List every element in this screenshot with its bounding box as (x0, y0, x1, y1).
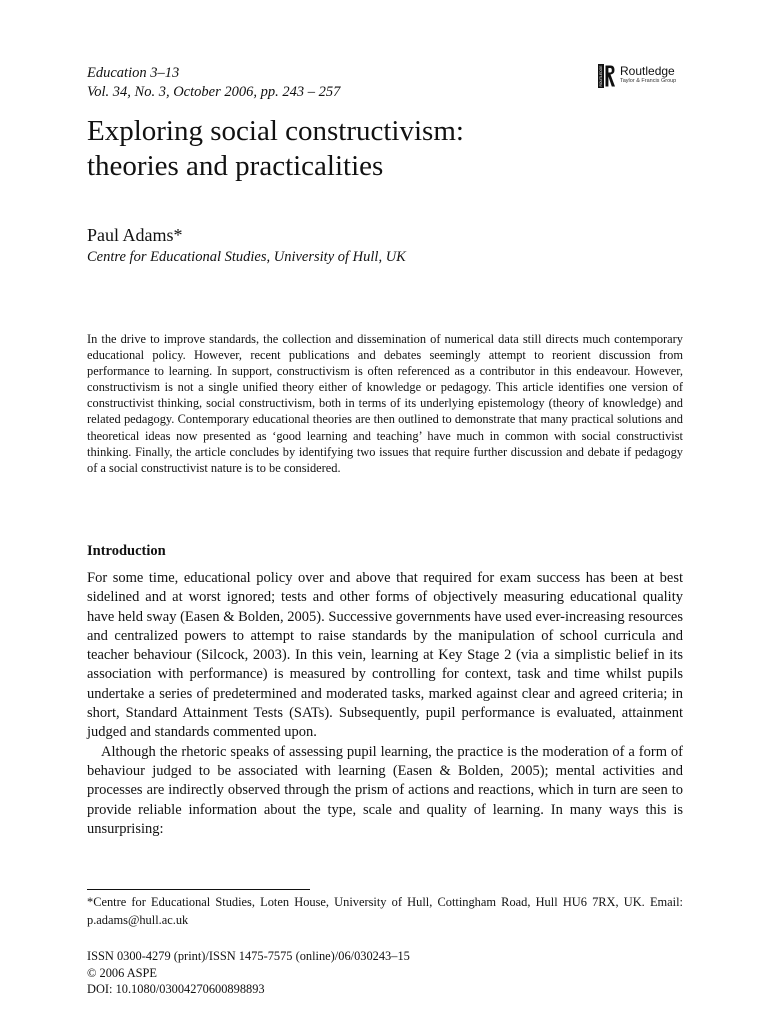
author-name: Paul Adams* (87, 225, 183, 245)
copyright-line: © 2006 ASPE (87, 965, 158, 980)
footnote: *Centre for Educational Studies, Loten House, University of Hull, Cottingham Road, Hull HU6 7RX, UK. Email: p.adams@hull.ac.uk (87, 895, 683, 927)
introduction-body (87, 569, 683, 839)
footnote-divider (87, 889, 310, 890)
publisher-group: Taylor & Francis Group (620, 78, 677, 84)
journal-name: Education 3–13 (87, 65, 180, 81)
section-heading-introduction: Introduction (87, 543, 166, 559)
article-title (87, 114, 464, 184)
logo-vertical-text: ROUTLEDGE (598, 65, 603, 87)
issn-block (87, 948, 410, 998)
journal-header (87, 64, 340, 102)
routledge-logo-icon (598, 64, 616, 88)
publisher-name: Routledge (620, 64, 675, 78)
issn-line: ISSN 0300-4279 (print)/ISSN 1475-7575 (online)/06/030243–15 (87, 949, 410, 963)
article-title-line-1: Exploring social constructivism: (87, 115, 464, 147)
article-title-line-2: theories and practicalities (87, 150, 384, 182)
body-paragraph-1: For some time, educational policy over and above that required for exam success has been at best sidelined and at worst ignored; tests and other forms of objectively measuring educational quality have held sway (Easen & Bolden, 2005). Successive governments have used ever-increasing resources and centralized powers to attempt to raise standards by the manipulation of school curricula and teacher behaviour (Silcock, 2003). In this vein, learning at Key Stage 2 (via a simplistic belief in its association with performance) is measured by controlling for context, task and time whilst pupils undertake a series of predetermined and moderated tasks, marked against clear and agreed criteria; in short, Standard Attainment Tests (SATs). Subsequently, pupil performance is evaluated, attainment judged and standards commented upon. (87, 570, 683, 741)
doi-line: DOI: 10.1080/03004270600898893 (87, 982, 265, 996)
publisher-logo (598, 64, 688, 90)
abstract: In the drive to improve standards, the collection and dissemination of numerical data still directs much contemporary educational policy. However, recent publications and debates seemingly attempt to reorient discussion from performance to learning. In support, constructivism is often referenced as a contributor in this endeavour. However, constructivism is not a single unified theory either of knowledge or pedagogy. This article identifies one version of constructivist thinking, social constructivism, both in terms of its underlying epistemology (theory of knowledge) and related pedagogy. Contemporary educational theories are then outlined to demonstrate that many practical solutions and theoretical ideas now presented as ‘good learning and teaching’ have much in common with social constructivist thinking. Finally, the article concludes by identifying two issues that require further discussion and debate if pedagogy of a social constructivist nature is to be considered. (87, 332, 683, 475)
author-affiliation: Centre for Educational Studies, University of Hull, UK (87, 249, 406, 265)
body-paragraph-2: Although the rhetoric speaks of assessing pupil learning, the practice is the moderation of a form of behaviour judged to be associated with learning (Easen & Bolden, 2005); mental activities and processes are indirectly observed through the prism of actions and reactions, which in turn are seen to provide reliable information about the type, scale and quality of learning. In many ways this is unsurprising: (87, 743, 683, 837)
journal-citation: Vol. 34, No. 3, October 2006, pp. 243 – 257 (87, 84, 341, 100)
